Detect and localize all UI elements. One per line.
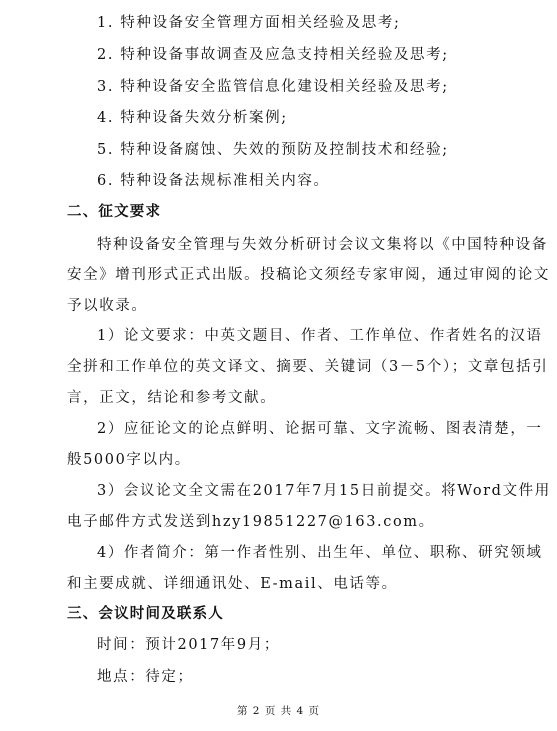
section-heading-requirements: 二、征文要求 bbox=[67, 204, 162, 220]
meeting-place: 地点：待定； bbox=[97, 669, 194, 685]
intro-line-3: 予以收录。 bbox=[67, 298, 148, 314]
list-item-4: 4. 特种设备失效分析案例; bbox=[97, 110, 288, 126]
requirement-4-line-1: 4）作者简介：第一作者性别、出生年、单位、职称、研究领域 bbox=[97, 545, 543, 561]
list-item-5: 5. 特种设备腐蚀、失效的预防及控制技术和经验; bbox=[97, 142, 449, 158]
intro-line-1: 特种设备安全管理与失效分析研讨会议文集将以《中国特种设备 bbox=[97, 237, 548, 253]
requirement-2-line-1: 2）应征论文的论点鲜明、论据可靠、文字流畅、图表清楚，一 bbox=[97, 421, 543, 437]
list-item-6: 6. 特种设备法规标准相关内容。 bbox=[97, 173, 330, 189]
meeting-time: 时间：预计2017年9月； bbox=[97, 637, 280, 653]
list-item-2: 2. 特种设备事故调查及应急支持相关经验及思考; bbox=[97, 47, 449, 63]
page-number-footer: 第 2 页 共 4 页 bbox=[236, 705, 321, 717]
intro-line-2: 安全》增刊形式正式出版。投稿论文须经专家审阅，通过审阅的论文 bbox=[67, 267, 550, 283]
section-heading-time-contact: 三、会议时间及联系人 bbox=[67, 606, 224, 622]
requirement-1-line-2: 全拼和工作单位的英文译文、摘要、关键词（3－5个）；文章包括引 bbox=[67, 359, 549, 375]
requirement-1-line-1: 1）论文要求：中英文题目、作者、工作单位、作者姓名的汉语 bbox=[97, 328, 543, 344]
requirement-3-line-2: 电子邮件方式发送到hzy19851227@163.com。 bbox=[67, 514, 435, 530]
requirement-4-line-2: 和主要成就、详细通讯处、E-mail、电话等。 bbox=[67, 576, 398, 592]
list-item-1: 1. 特种设备安全管理方面相关经验及思考; bbox=[97, 15, 401, 31]
requirement-1-line-3: 言，正文，结论和参考文献。 bbox=[67, 390, 277, 406]
list-item-3: 3. 特种设备安全监管信息化建设相关经验及思考; bbox=[97, 79, 449, 95]
requirement-3-line-1: 3）会议论文全文需在2017年7月15日前提交。将Word文件用 bbox=[97, 483, 551, 499]
requirement-2-line-2: 般5000字以内。 bbox=[67, 452, 191, 468]
